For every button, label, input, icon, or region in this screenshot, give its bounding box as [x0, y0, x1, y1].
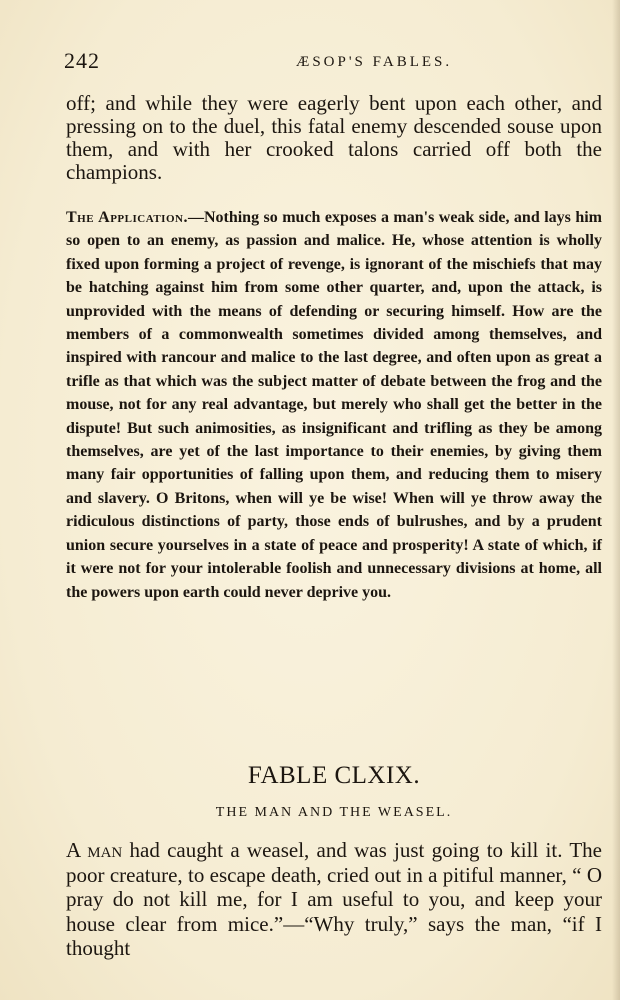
- page-edge-shadow: [612, 0, 620, 1000]
- fable-body-paragraph: [66, 838, 602, 961]
- application-separator: —: [187, 209, 204, 226]
- fable-opening-words: A man: [66, 838, 123, 862]
- fable-body-text: had caught a weasel, and was just going to kill it. The poor creature, to escape death, cried out in a pitiful manner, “ O pray do not kill me, for I am useful to you, and keep your house clear from mice.”—“Why truly,” says the man, “if I thought: [66, 838, 602, 960]
- fable-title: THE MAN AND THE WEASEL.: [215, 805, 453, 820]
- fable-heading: FABLE CLXIX.: [247, 762, 421, 789]
- running-title: ÆSOP'S FABLES.: [296, 54, 453, 70]
- application-text: Nothing so much exposes a man's weak side, and lays him so open to an enemy, as passion and malice. He, whose attention is wholly fixed upon forming a project of revenge, is ignorant of the mischiefs that may be hatching against him from some other quarter, and, upon the attack, is unprovided with the means of defending or securing himself. How are the members of a commonwealth sometimes divided among themselves, and inspired with rancour and malice to the last degree, and often upon as great a trifle as that which was the subject matter of debate between the frog and the mouse, not for any real advantage, but merely who shall get the better in the dispute! But such animosities, as insignificant and trifling as they be among themselves, are yet of the last importance to their enemies, by giving them many fair opportunities of falling upon them, and reducing them to misery and slavery. O Britons, when will ye be wise! When will ye throw away the ridiculous distinctions of party, those ends of bulrushes, and by a prudent union secure yourselves in a state of peace and prosperity! A state of which, if it were not for your intolerable foolish and unnecessary divisions at home, all the powers upon earth could never deprive you.: [66, 209, 602, 601]
- fable-continuation-paragraph: off; and while they were eagerly bent upon each other, and pressing on to the duel, this fatal enemy descended souse upon them, and with her crooked talons carried off both the champions.: [66, 91, 602, 184]
- application-label: The Application.: [66, 209, 188, 226]
- application-paragraph: [66, 206, 602, 604]
- page-header: [64, 48, 604, 78]
- page-number: 242: [64, 48, 100, 73]
